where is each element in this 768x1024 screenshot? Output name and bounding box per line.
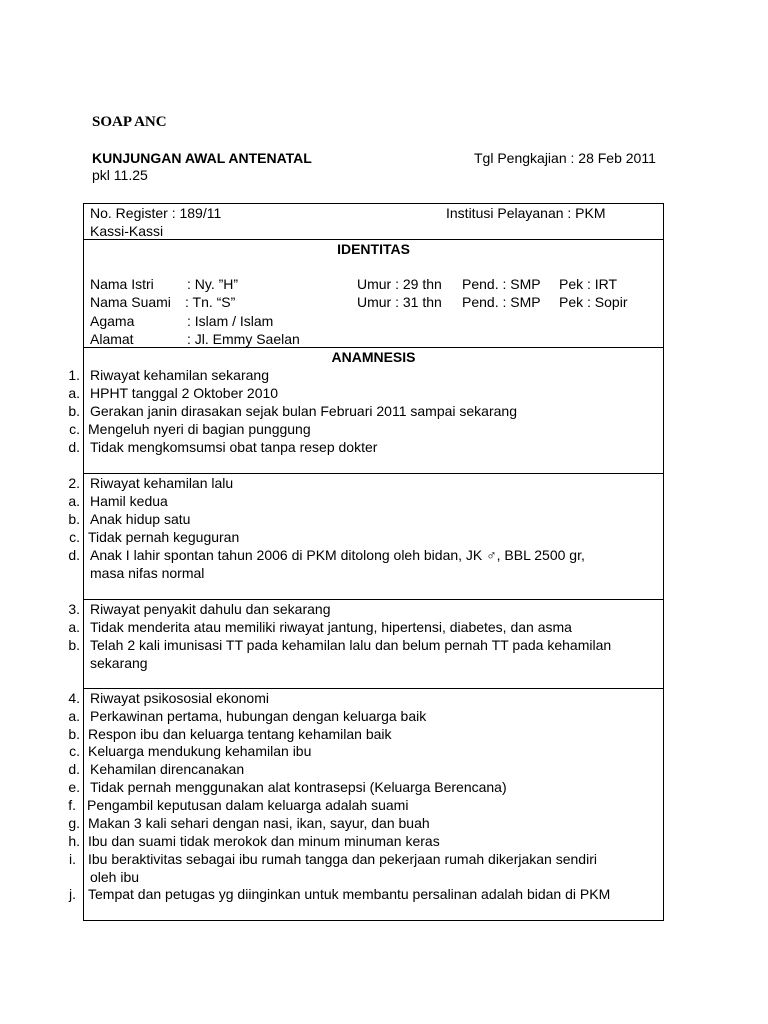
section-title: Riwayat penyakit dahulu dan sekarang [90, 601, 331, 617]
service-institution: Institusi Pelayanan : PKM [446, 205, 606, 221]
husband-name-value: : Tn. “S” [185, 294, 236, 310]
list-item: Makan 3 kali sehari dengan nasi, ikan, sayur, dan buah [88, 815, 430, 831]
list-marker: a. [68, 385, 80, 401]
list-marker: c. [69, 743, 80, 759]
wife-education: Pend. : SMP [462, 276, 541, 292]
list-item: Perkawinan pertama, hubungan dengan keluarga baik [90, 708, 427, 724]
list-item: HPHT tanggal 2 Oktober 2010 [90, 385, 279, 401]
religion-label: Agama [90, 313, 135, 329]
list-item: Tidak pernah menggunakan alat kontrasepsi (Keluarga Berencana) [90, 779, 507, 795]
list-item: Respon ibu dan keluarga tentang kehamilan baik [88, 726, 392, 742]
religion-value: : Islam / Islam [187, 313, 274, 329]
husband-age: Umur : 31 thn [357, 294, 442, 310]
list-marker: e. [68, 779, 80, 795]
list-item: Kehamilan direncanakan [90, 761, 245, 777]
list-marker: g. [68, 815, 80, 831]
table-divider [83, 347, 664, 348]
register-number: No. Register : 189/11 [90, 205, 222, 221]
list-marker: a. [68, 708, 80, 724]
list-item-cont: sekarang [90, 655, 148, 671]
table-border-right [663, 203, 664, 921]
section-number: 1. [68, 367, 80, 383]
list-item: Ibu dan suami tidak merokok dan minum minuman keras [88, 833, 440, 849]
section-title: Riwayat psikososial ekonomi [90, 690, 269, 706]
list-item: Tidak mengkomsumsi obat tanpa resep dokter [90, 439, 378, 455]
list-item-cont: masa nifas normal [90, 565, 205, 581]
list-marker: b. [68, 403, 80, 419]
list-item: Keluarga mendukung kehamilan ibu [88, 743, 312, 759]
table-divider [83, 688, 664, 689]
list-marker: b. [68, 511, 80, 527]
list-marker: a. [68, 619, 80, 635]
list-item: Tidak pernah keguguran [88, 529, 240, 545]
anamnesis-heading: ANAMNESIS [331, 349, 416, 365]
list-item: Pengambil keputusan dalam keluarga adalah suami [87, 797, 409, 813]
list-marker: c. [69, 529, 80, 545]
list-marker: b. [68, 637, 80, 653]
list-item: Anak I lahir spontan tahun 2006 di PKM ditolong oleh bidan, JK ♂, BBL 2500 gr, [90, 547, 585, 563]
list-item: Tempat dan petugas yg diinginkan untuk membantu persalinan adalah bidan di PKM [88, 886, 611, 902]
section-number: 2. [68, 475, 80, 491]
list-item: Anak hidup satu [90, 511, 191, 527]
assessment-date: Tgl Pengkajian : 28 Feb 2011 [474, 150, 656, 166]
list-item-cont: oleh ibu [90, 869, 140, 885]
table-divider [83, 473, 664, 474]
section-title: Riwayat kehamilan lalu [90, 475, 234, 491]
list-marker: b. [68, 726, 80, 742]
list-marker: a. [68, 493, 80, 509]
list-marker: c. [69, 421, 80, 437]
list-marker: j. [69, 886, 76, 902]
service-institution-cont: Kassi-Kassi [90, 223, 164, 239]
list-marker: h. [68, 833, 80, 849]
wife-name-label: Nama Istri [90, 276, 154, 292]
husband-occupation: Pek : Sopir [559, 294, 628, 310]
section-number: 4. [68, 690, 80, 706]
list-item: Gerakan janin dirasakan sejak bulan Februari 2011 sampai sekarang [90, 403, 517, 419]
list-item: Tidak menderita atau memiliki riwayat jantung, hipertensi, diabetes, dan asma [90, 619, 572, 635]
husband-education: Pend. : SMP [462, 294, 541, 310]
table-divider [83, 239, 664, 240]
list-item: Telah 2 kali imunisasi TT pada kehamilan lalu dan belum pernah TT pada kehamilan [90, 637, 612, 653]
table-border-left [83, 203, 84, 921]
identitas-heading: IDENTITAS [337, 241, 410, 257]
list-marker: f. [68, 797, 76, 813]
address-value: : Jl. Emmy Saelan [187, 331, 300, 347]
wife-occupation: Pek : IRT [559, 276, 618, 292]
visit-heading: KUNJUNGAN AWAL ANTENATAL [92, 150, 312, 166]
document-title: SOAP ANC [92, 114, 167, 130]
table-divider [83, 599, 664, 600]
table-border-top [83, 203, 664, 204]
wife-age: Umur : 29 thn [357, 276, 442, 292]
list-item: Hamil kedua [90, 493, 168, 509]
table-border-bottom [83, 920, 664, 921]
list-marker: d. [68, 547, 80, 563]
list-item: Mengeluh nyeri di bagian punggung [88, 421, 311, 437]
list-item: Ibu beraktivitas sebagai ibu rumah tangga dan pekerjaan rumah dikerjakan sendiri [88, 851, 597, 867]
list-marker: i. [69, 851, 76, 867]
assessment-time: pkl 11.25 [92, 167, 148, 183]
list-marker: d. [68, 439, 80, 455]
section-title: Riwayat kehamilan sekarang [90, 367, 269, 383]
section-number: 3. [68, 601, 80, 617]
address-label: Alamat [90, 331, 134, 347]
list-marker: d. [68, 761, 80, 777]
wife-name-value: : Ny. ”H” [187, 276, 239, 292]
husband-name-label: Nama Suami [90, 294, 171, 310]
